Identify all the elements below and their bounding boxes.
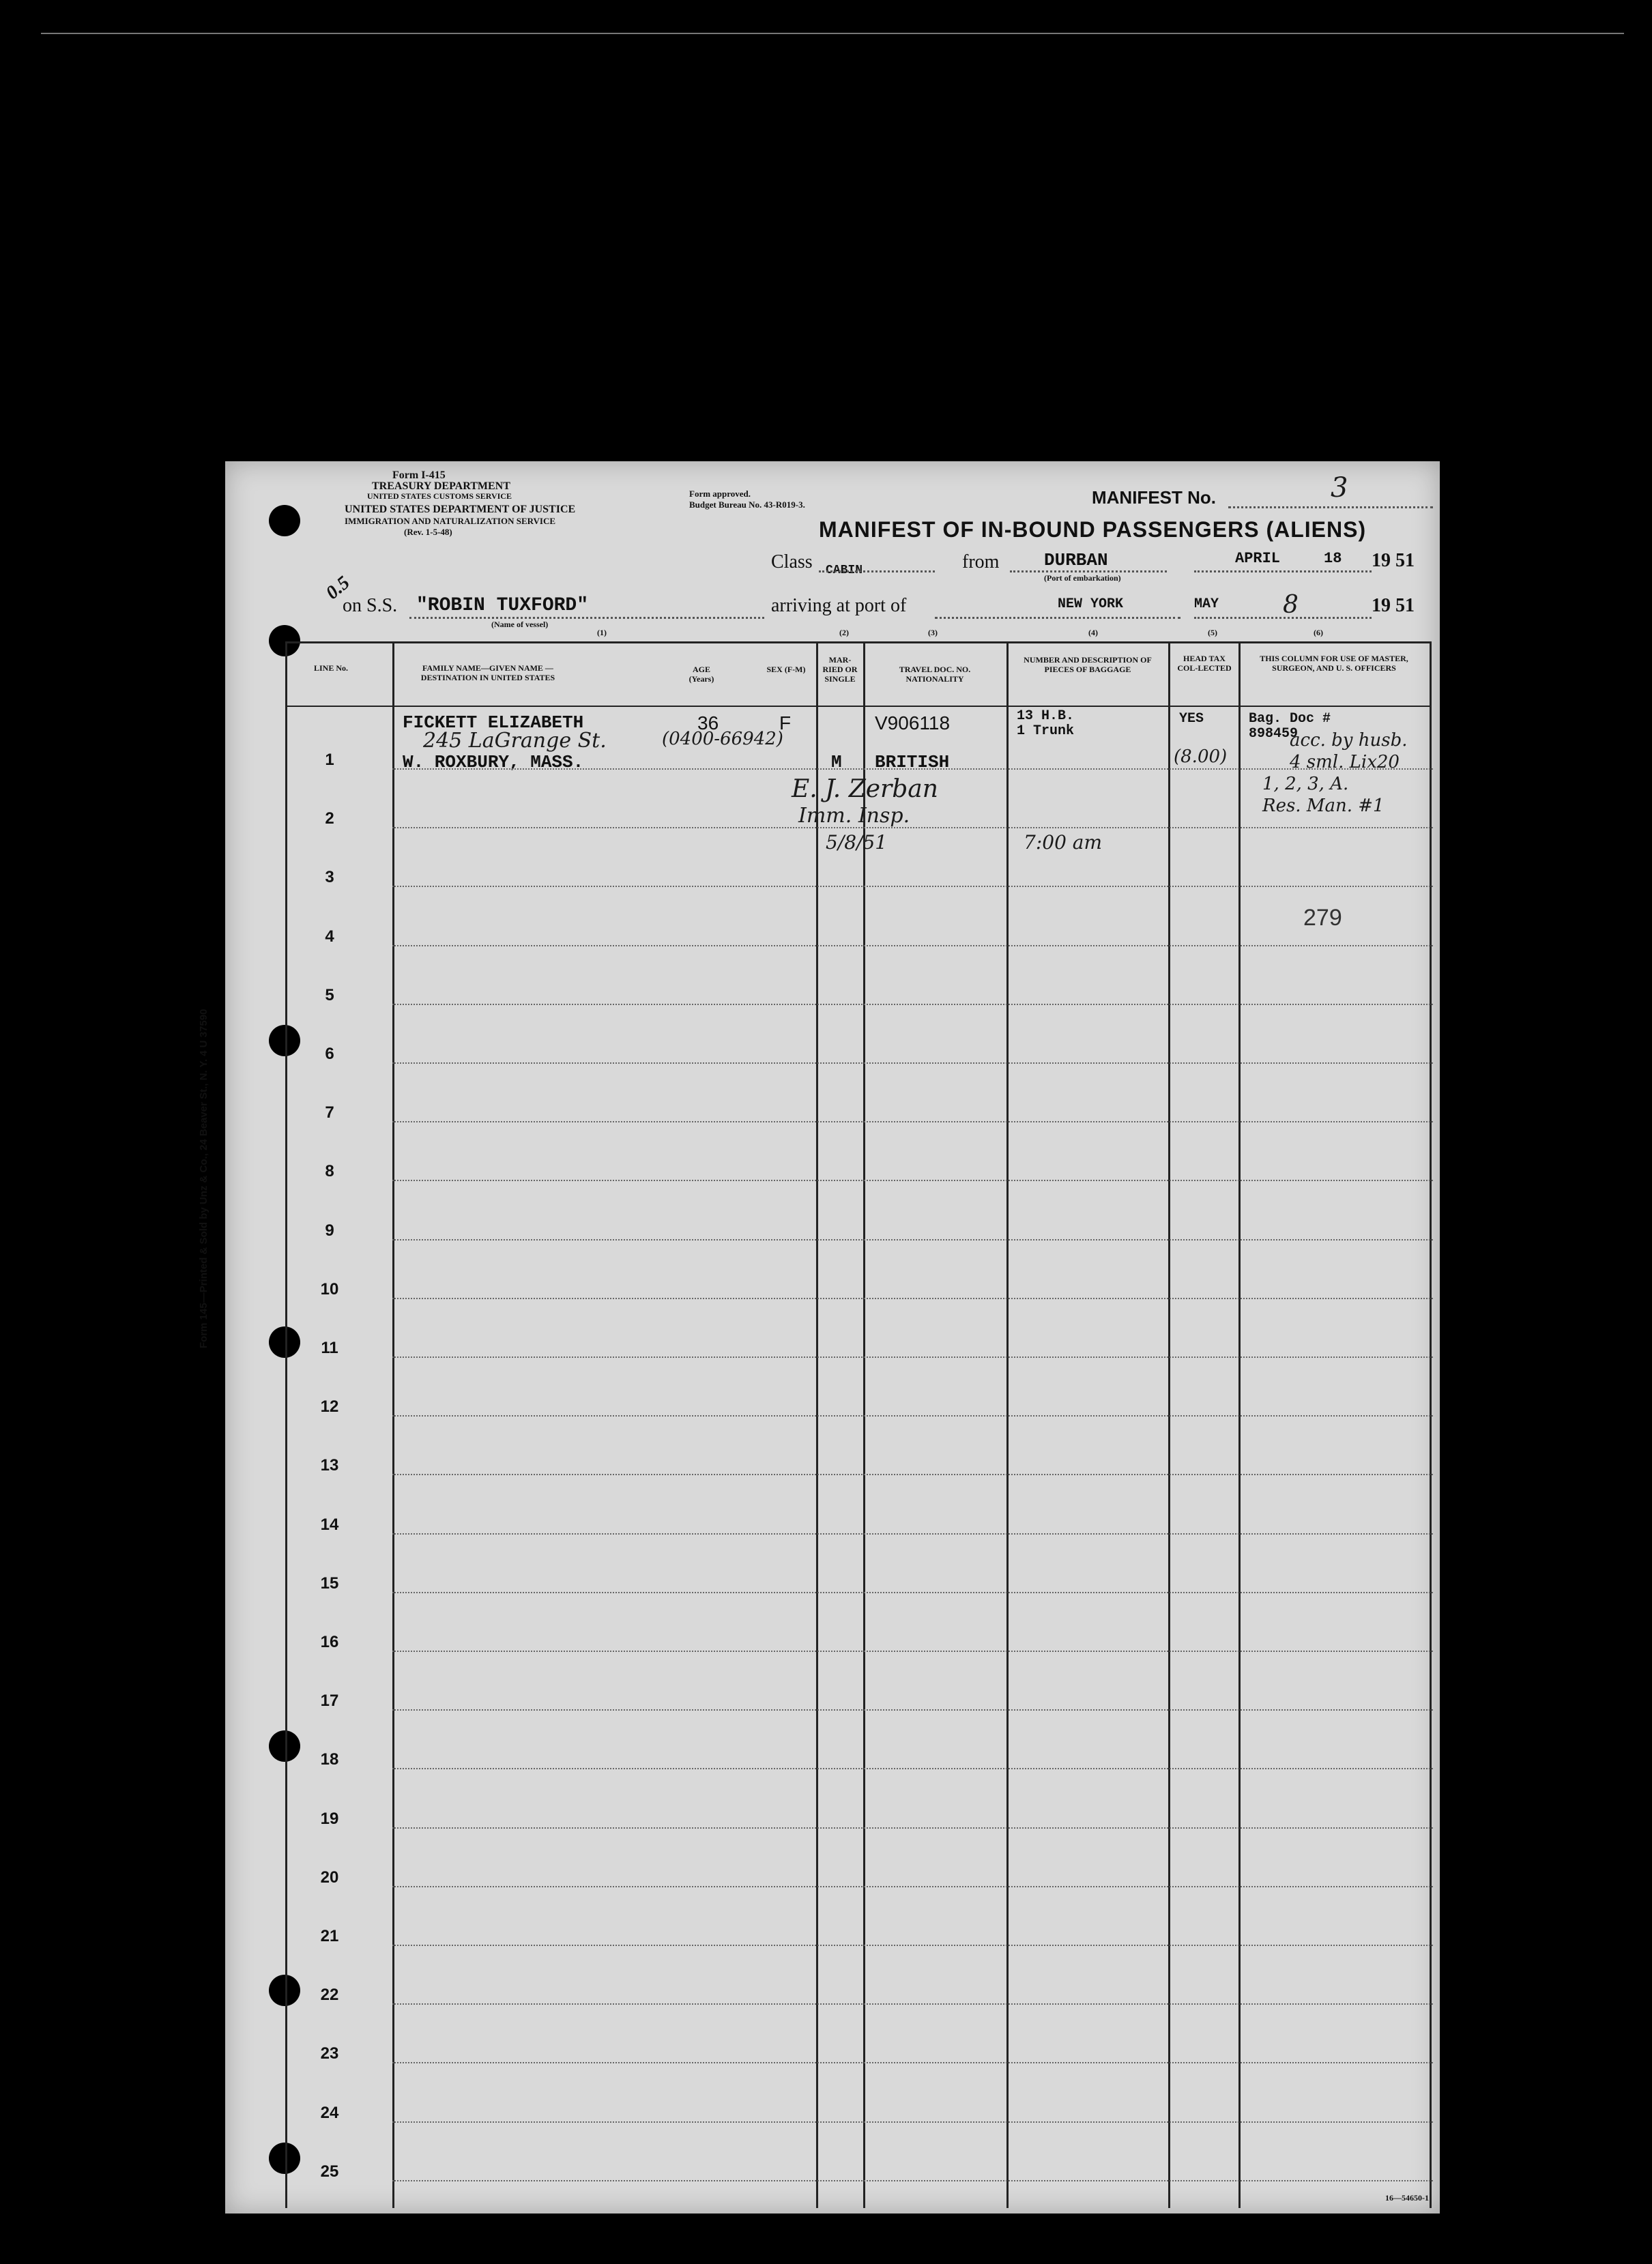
- ins-service: IMMIGRATION AND NATURALIZATION SERVICE: [345, 516, 556, 526]
- col-divider: [1006, 643, 1009, 2208]
- officer-bag-number: 898459: [1249, 726, 1299, 742]
- passenger-street: 245 LaGrange St.: [423, 729, 607, 753]
- header-name: FAMILY NAME—GIVEN NAME —DESTINATION IN UNITED STATES: [420, 663, 555, 682]
- col-num: (6): [1314, 628, 1323, 637]
- from-label: from: [962, 551, 1000, 572]
- class-value: CABIN: [826, 564, 863, 577]
- line-number: 19: [320, 1809, 339, 1828]
- line-number: 21: [320, 1927, 339, 1945]
- form-approved: Form approved.: [689, 489, 751, 499]
- passenger-name: FICKETT ELIZABETH: [403, 712, 584, 733]
- header-baggage: NUMBER AND DESCRIPTION OF PIECES OF BAGGAGE: [1024, 655, 1152, 674]
- punch-hole: [269, 1975, 300, 2006]
- head-tax: YES: [1179, 711, 1204, 727]
- col-divider: [392, 643, 394, 2208]
- officer-note: 4 sml. Lix20: [1290, 752, 1400, 772]
- row-dotted-line: [392, 886, 1433, 887]
- header-officers: THIS COLUMN FOR USE OF MASTER, SURGEON, AND U. S. OFFICERS: [1260, 654, 1408, 673]
- class-label: Class: [771, 551, 813, 572]
- col-num: (4): [1088, 628, 1098, 637]
- punch-hole: [269, 2143, 300, 2174]
- file-number: (0400-66942): [662, 729, 783, 749]
- arriving-label: arriving at port of: [771, 595, 907, 616]
- vessel-line: [409, 617, 764, 619]
- customs-service: UNITED STATES CUSTOMS SERVICE: [367, 491, 512, 501]
- row-dotted-line: [392, 1945, 1433, 1946]
- officer-note: 1, 2, 3, A.: [1262, 774, 1349, 794]
- vessel-name: "ROBIN TUXFORD": [416, 595, 589, 616]
- row-dotted-line: [392, 1415, 1433, 1417]
- punch-hole: [269, 505, 300, 536]
- line-number: 17: [320, 1692, 339, 1711]
- line-number: 18: [320, 1750, 339, 1769]
- punch-hole: [269, 625, 300, 656]
- row-dotted-line: [392, 2003, 1433, 2005]
- manifest-no-label: MANIFEST No.: [1092, 487, 1216, 508]
- bottom-code: 16—54650-1: [1385, 2193, 1429, 2203]
- arrival-year: 19 51: [1372, 595, 1415, 616]
- on-ss-label: on S.S.: [343, 595, 398, 616]
- col-num: (2): [839, 628, 849, 637]
- row-dotted-line: [392, 1768, 1433, 1769]
- officer-note: Res. Man. #1: [1262, 796, 1385, 816]
- manifest-no-value: 3: [1331, 472, 1348, 504]
- header-sex: SEX (F-M): [766, 665, 806, 674]
- officer-bag-doc: Bag. Doc #: [1249, 711, 1331, 727]
- col-divider: [816, 643, 818, 2208]
- line-number: 20: [320, 1868, 339, 1887]
- officer-note: acc. by husb.: [1290, 730, 1408, 751]
- row-dotted-line: [392, 1709, 1433, 1711]
- printer-side-text: Form 145—Printed & Sold by Unz & Co., 24 Beaver St., N. Y. 4 U 37590: [198, 1008, 209, 1348]
- line-number: 15: [320, 1573, 339, 1593]
- manifest-no-line: [1228, 506, 1433, 508]
- class-line: [819, 570, 935, 572]
- depart-day: 18: [1324, 550, 1342, 567]
- col-divider: [1168, 643, 1170, 2208]
- line-number: 3: [325, 868, 334, 887]
- row-dotted-line: [392, 1533, 1433, 1535]
- line-number: 22: [320, 1986, 339, 2005]
- justice-dept: UNITED STATES DEPARTMENT OF JUSTICE: [345, 504, 576, 515]
- line-number: 2: [325, 809, 334, 828]
- marital-status: M: [831, 752, 842, 772]
- line-number: 13: [320, 1456, 339, 1475]
- row-dotted-line: [392, 827, 1433, 828]
- col-num: (3): [928, 628, 938, 637]
- row-dotted-line: [392, 1356, 1433, 1358]
- row-dotted-line: [392, 2121, 1433, 2123]
- row-dotted-line: [392, 1298, 1433, 1299]
- row-dotted-line: [392, 1239, 1433, 1240]
- depart-year: 19 51: [1372, 550, 1415, 571]
- treasury-dept: TREASURY DEPARTMENT: [372, 480, 510, 492]
- col-num: (1): [597, 628, 607, 637]
- line-number: 7: [325, 1103, 334, 1122]
- col-divider: [863, 643, 865, 2208]
- inspection-time: 7:00 am: [1024, 831, 1103, 854]
- header-line: LINE No.: [314, 663, 349, 673]
- top-edge-line: [41, 33, 1624, 34]
- margin-note: 0.5: [321, 572, 354, 604]
- row-dotted-line: [392, 1004, 1433, 1005]
- line-number: 6: [325, 1045, 334, 1063]
- row-dotted-line: [392, 1062, 1433, 1064]
- header-tax: HEAD TAX COL-LECTED: [1177, 654, 1232, 673]
- row-dotted-line: [392, 1121, 1433, 1122]
- row-dotted-line: [392, 1886, 1433, 1887]
- passenger-destination: W. ROXBURY, MASS.: [403, 752, 584, 772]
- arrival-port: NEW YORK: [1058, 596, 1124, 612]
- line-number: 25: [320, 2162, 339, 2181]
- row-dotted-line: [392, 945, 1433, 946]
- line-number: 8: [325, 1162, 334, 1181]
- row-dotted-line: [392, 1592, 1433, 1593]
- row-dotted-line: [392, 768, 1433, 770]
- col-num: (5): [1208, 628, 1217, 637]
- col-divider: [285, 643, 287, 2208]
- depart-month: APRIL: [1235, 550, 1281, 567]
- row-dotted-line: [392, 1180, 1433, 1181]
- vessel-caption: (Name of vessel): [491, 620, 549, 629]
- form-number: Form I-415: [392, 469, 446, 481]
- head-tax-amount: (8.00): [1174, 746, 1228, 767]
- col-divider: [1238, 643, 1241, 2208]
- depart-line: [1194, 570, 1372, 572]
- row-dotted-line: [392, 2180, 1433, 2181]
- table-header-rule: [285, 706, 1432, 707]
- row-dotted-line: [392, 1651, 1433, 1652]
- line-number: 14: [320, 1515, 339, 1534]
- arrival-month: MAY: [1194, 596, 1219, 612]
- line-number: 4: [325, 927, 334, 946]
- line-number: 10: [320, 1279, 339, 1298]
- budget-bureau: Budget Bureau No. 43-R019-3.: [689, 499, 805, 510]
- line-number: 12: [320, 1397, 339, 1417]
- arrival-port-line: [935, 617, 1180, 619]
- baggage-1: 13 H.B.: [1017, 708, 1075, 724]
- manifest-sheet: [198, 461, 1440, 2214]
- line-number: 5: [325, 985, 334, 1004]
- row-dotted-line: [392, 2062, 1433, 2063]
- nationality: BRITISH: [875, 752, 950, 772]
- table-top-rule: [285, 641, 1432, 643]
- baggage-2: 1 Trunk: [1017, 723, 1075, 739]
- passenger-age: 36: [697, 712, 719, 734]
- line-number: 11: [321, 1339, 338, 1357]
- row-dotted-line: [392, 1474, 1433, 1475]
- passenger-sex: F: [779, 712, 792, 734]
- arrival-date-line: [1194, 617, 1372, 619]
- header-married: MAR-RIED OR SINGLE: [822, 655, 858, 684]
- form-revision: (Rev. 1-5-48): [404, 527, 452, 537]
- inspector-signature: E. J. Zerban: [792, 775, 938, 803]
- header-travel: TRAVEL DOC. NO. NATIONALITY: [899, 665, 971, 684]
- line-number: 9: [325, 1221, 334, 1240]
- travel-doc: V906118: [875, 712, 951, 734]
- embark-caption: (Port of embarkation): [1044, 573, 1121, 583]
- punch-hole: [269, 1025, 300, 1056]
- line-number: 16: [320, 1633, 339, 1651]
- inspection-date: 5/8/51: [826, 831, 888, 854]
- embark-port: DURBAN: [1044, 550, 1108, 570]
- punch-hole: [269, 1730, 300, 1762]
- stamp-number: 279: [1303, 905, 1342, 931]
- arrival-day: 8: [1283, 591, 1299, 619]
- col-divider: [1430, 643, 1432, 2208]
- manifest-title: MANIFEST OF IN-BOUND PASSENGERS (ALIENS): [819, 517, 1367, 542]
- line-number: 1: [325, 751, 334, 769]
- punch-hole: [269, 1326, 300, 1358]
- row-dotted-line: [392, 1827, 1433, 1829]
- line-number: 23: [320, 2044, 339, 2063]
- header-age: AGE (Years): [689, 665, 714, 684]
- embark-line: [1010, 570, 1167, 572]
- line-number: 24: [320, 2103, 339, 2122]
- inspector-title: Imm. Insp.: [798, 804, 910, 828]
